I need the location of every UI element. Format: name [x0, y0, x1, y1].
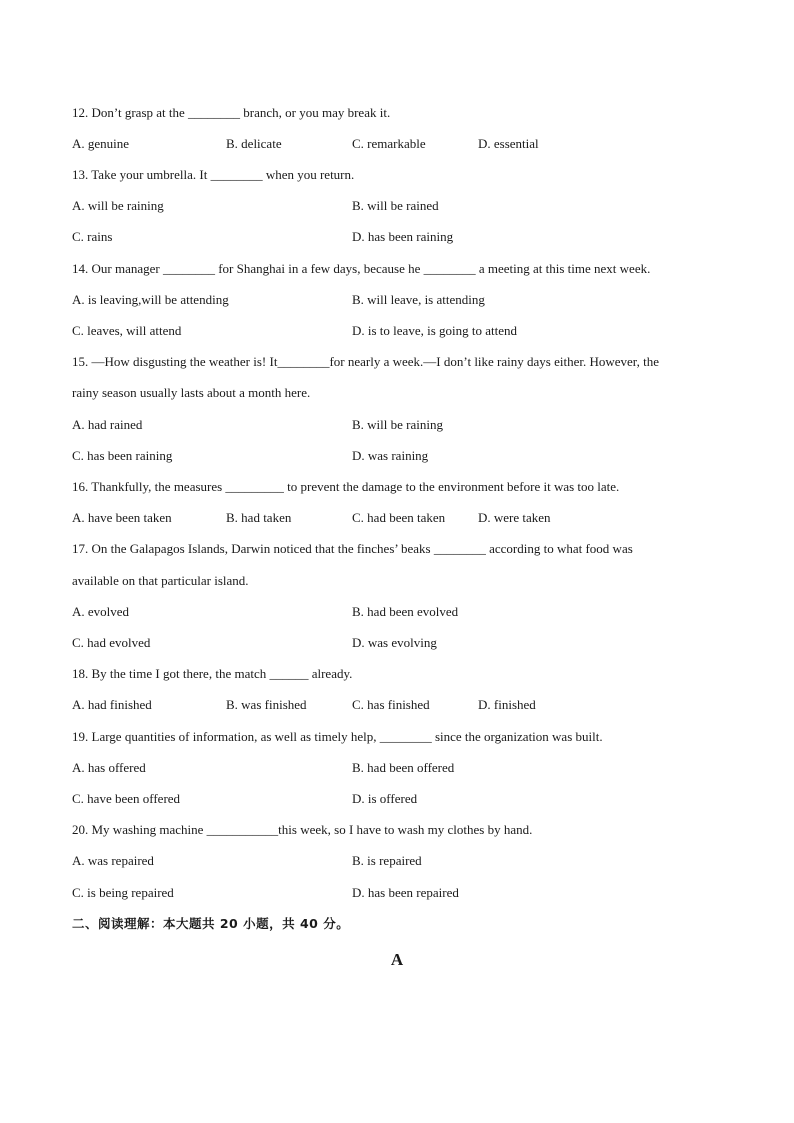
question-16-stem: 16. Thankfully, the measures _________ to prevent the damage to the environment before it was too late.: [72, 479, 620, 494]
option-a: A. had rained: [72, 417, 143, 432]
option-c: C. has finished: [352, 697, 430, 712]
section-heading: 二、阅读理解：本大题共 20 小题，共 40 分。: [72, 916, 350, 931]
question-13-stem: 13. Take your umbrella. It ________ when you return.: [72, 167, 355, 182]
question-19-stem: 19. Large quantities of information, as well as timely help, ________ since the organization was built.: [72, 729, 603, 744]
option-c: C. is being repaired: [72, 885, 174, 900]
option-a: A. is leaving,will be attending: [72, 292, 229, 307]
option-d: D. has been repaired: [352, 885, 459, 900]
option-c: C. has been raining: [72, 448, 173, 463]
option-b: B. had been offered: [352, 760, 455, 775]
option-d: D. essential: [478, 136, 539, 151]
option-b: B. delicate: [226, 136, 282, 151]
question-15-stem-cont: rainy season usually lasts about a month here.: [72, 385, 311, 400]
option-a: A. genuine: [72, 136, 130, 151]
option-c: C. have been offered: [72, 791, 181, 806]
option-a: A. was repaired: [72, 853, 154, 868]
option-d: D. was raining: [352, 448, 429, 463]
passage-title: A: [390, 950, 404, 969]
question-17-stem: 17. On the Galapagos Islands, Darwin noticed that the finches’ beaks ________ according to what food was: [72, 541, 633, 556]
option-a: A. had finished: [72, 697, 152, 712]
option-a: A. will be raining: [72, 198, 164, 213]
option-c: C. remarkable: [352, 136, 426, 151]
option-b: B. is repaired: [352, 853, 422, 868]
option-b: B. had been evolved: [352, 604, 459, 619]
option-c: C. had evolved: [72, 635, 151, 650]
option-b: B. will be raining: [352, 417, 443, 432]
question-17-stem-cont: available on that particular island.: [72, 573, 249, 588]
question-18-stem: 18. By the time I got there, the match ______ already.: [72, 666, 353, 681]
option-a: A. has offered: [72, 760, 146, 775]
option-a: A. have been taken: [72, 510, 172, 525]
option-c: C. rains: [72, 229, 113, 244]
option-d: D. was evolving: [352, 635, 437, 650]
option-c: C. had been taken: [352, 510, 446, 525]
option-d: D. were taken: [478, 510, 551, 525]
question-12-stem: 12. Don’t grasp at the ________ branch, or you may break it.: [72, 105, 391, 120]
question-20-stem: 20. My washing machine ___________this week, so I have to wash my clothes by hand.: [72, 822, 533, 837]
option-d: D. has been raining: [352, 229, 454, 244]
option-b: B. had taken: [226, 510, 292, 525]
option-d: D. is offered: [352, 791, 418, 806]
question-15-stem: 15. —How disgusting the weather is! It________for nearly a week.—I don’t like rainy days either. However, the: [72, 354, 659, 369]
option-b: B. will be rained: [352, 198, 439, 213]
question-14-stem: 14. Our manager ________ for Shanghai in a few days, because he ________ a meeting at this time next week.: [72, 261, 651, 276]
option-d: D. finished: [478, 697, 536, 712]
option-c: C. leaves, will attend: [72, 323, 182, 338]
option-b: B. will leave, is attending: [352, 292, 485, 307]
option-a: A. evolved: [72, 604, 130, 619]
option-b: B. was finished: [226, 697, 307, 712]
option-d: D. is to leave, is going to attend: [352, 323, 518, 338]
